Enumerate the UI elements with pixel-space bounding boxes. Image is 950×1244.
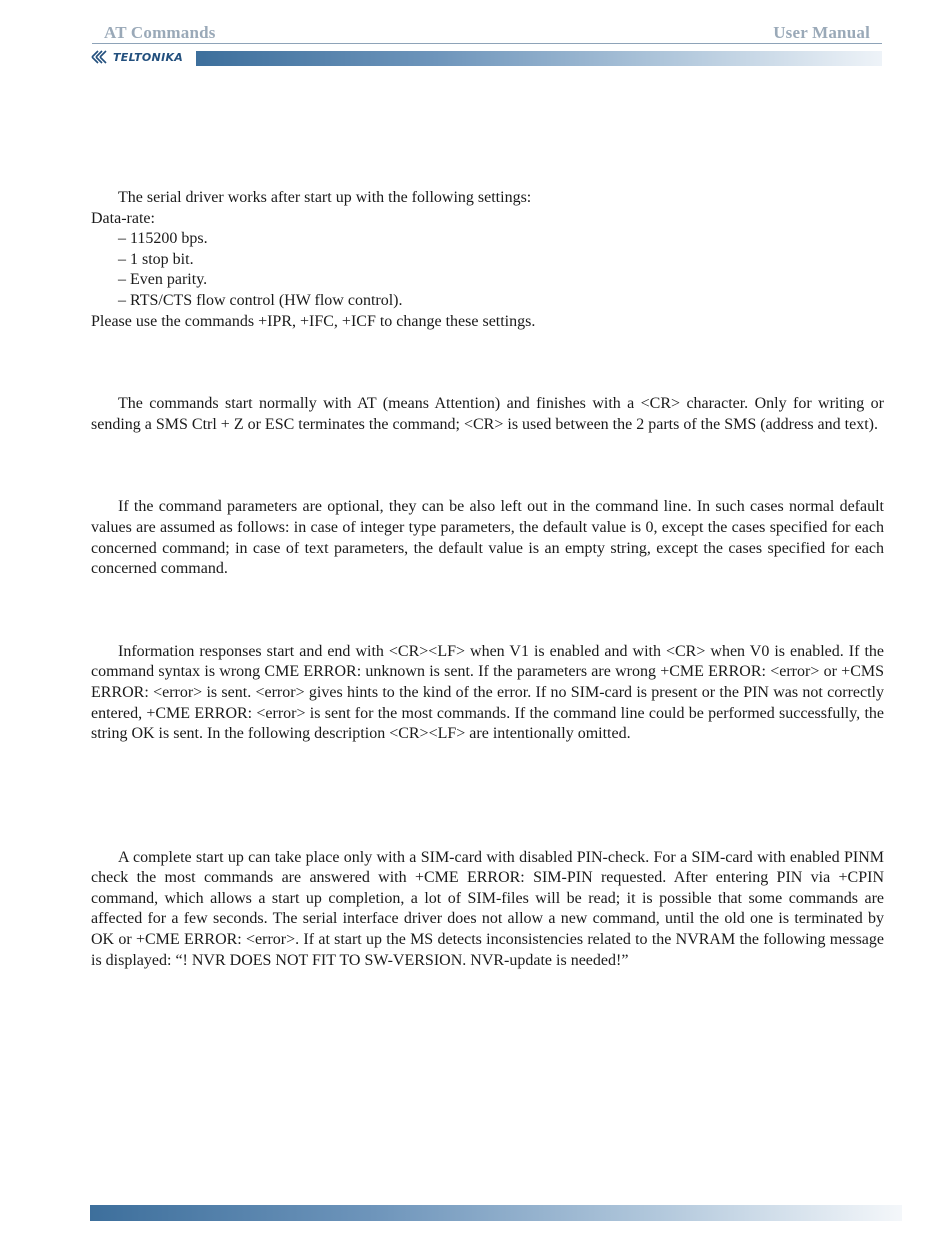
teltonika-logo [90,48,183,66]
teltonika-logo-icon [90,49,112,65]
command-format-paragraph: The commands start normally with AT (means Attention) and finishes with a <CR> character. Only for writing or sending a SMS Ctrl + Z or ESC terminates the command; <CR> is used between the 2 parts of the SMS (address and text). [91,395,884,433]
data-rate-label: Data-rate: [91,209,155,227]
default-values-paragraph: If the command parameters are optional, they can be also left out in the command line. In such cases normal default values are assumed as follows: in case of integer type parameters, the default value is 0, except the cases specified for each concerned command; in case of text parameters, the default value is an empty string, except the cases specified for each concerned command. [91,498,884,578]
header-gradient-bar [196,51,882,66]
responses-paragraph: Information responses start and end with <CR><LF> when V1 is enabled and with <CR> when V0 is enabled. If the command syntax is wrong CME ERROR: unknown is sent. If the parameters are wrong +CME ERROR: <error> or +CMS ERROR: <error> is sent. <error> gives hints to the kind of the error. If no SIM-card is present or the PIN was not correctly entered, +CME ERROR: <error> is sent for the most commands. If the command line could be performed successfully, the string OK is sent. In the following description <CR><LF> are intentionally omitted. [91,642,884,743]
header-document-title: AT Commands [104,23,216,42]
logo-wordmark: TELTONIKA [113,50,184,64]
serial-settings-intro: The serial driver works after start up with the following settings: [118,189,532,206]
header-manual-title: User Manual [773,23,870,42]
list-item: – 1 stop bit. [118,250,194,268]
document-body [91,188,884,971]
list-item: – Even parity. [118,271,208,289]
startup-paragraph: A complete start up can take place only with a SIM-card with disabled PIN-check. For a SIM-card with enabled PINM check the most commands are answered with +CME ERROR: SIM-PIN requested. After entering PIN via +CPIN command, which allows a start up completion, a lot of SIM-files will be read; it is possible that some commands are affected for a few seconds. The serial interface driver does not allow a new command, until the old one is terminated by OK or +CME ERROR: <error>. If at start up the MS detects inconsistencies related to the NVRAM the following message is displayed: “! NVR DOES NOT FIT TO SW-VERSION. NVR-update is needed!” [91,848,884,969]
footer-gradient-bar [90,1205,902,1221]
header-divider [92,43,882,44]
list-item: – 115200 bps. [118,230,208,248]
settings-change-note: Please use the commands +IPR, +IFC, +ICF to change these settings. [91,312,536,330]
list-item: – RTS/CTS flow control (HW flow control). [118,291,403,309]
